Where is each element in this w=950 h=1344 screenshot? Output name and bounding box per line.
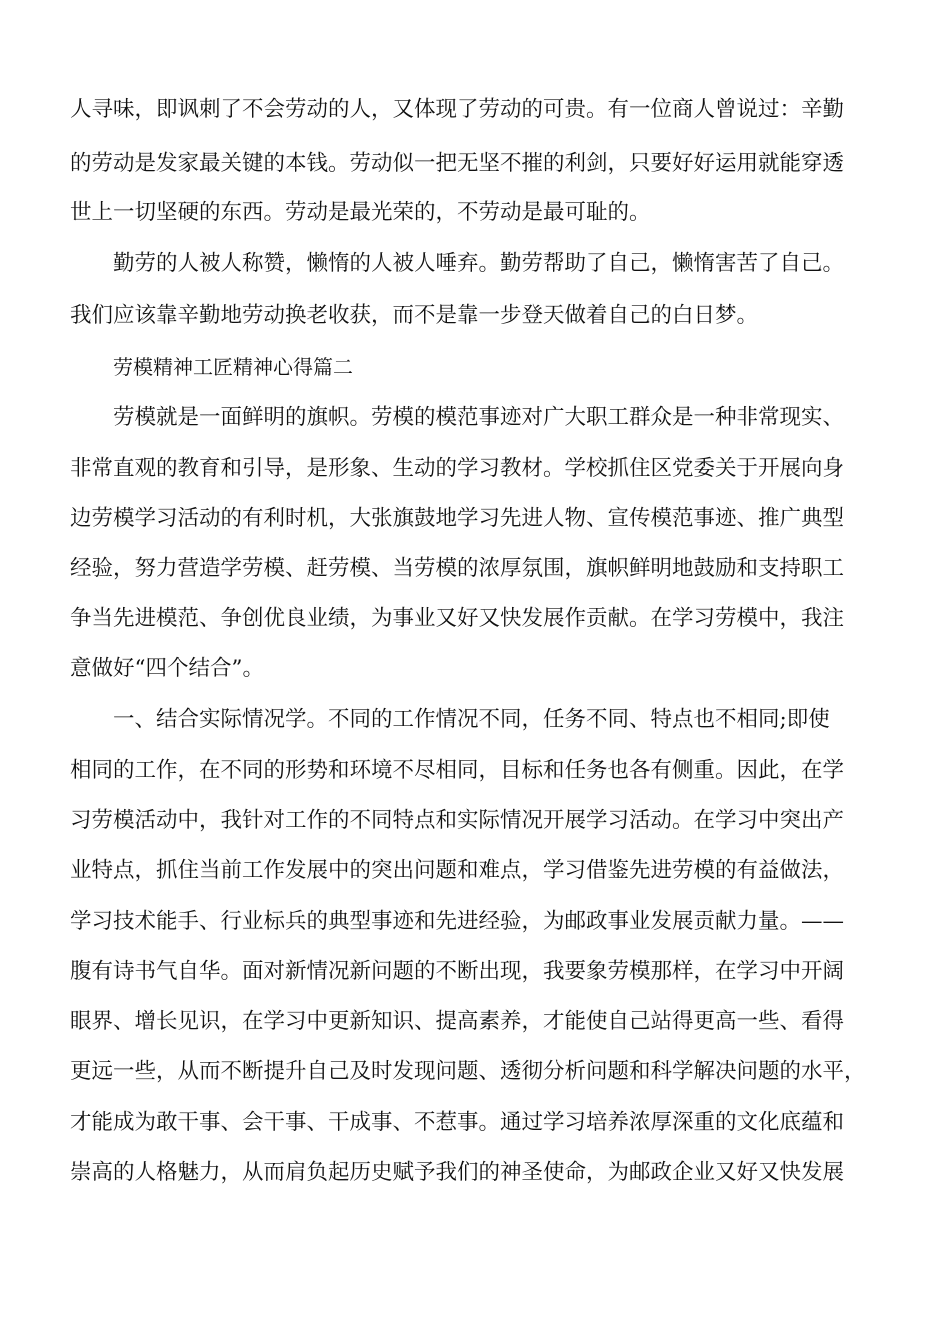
text-line: 的劳动是发家最关键的本钱。劳动似一把无坚不摧的利剑，只要好好运用就能穿透	[70, 151, 845, 176]
section-heading: 劳模精神工匠精神心得篇二	[113, 355, 353, 379]
text-line: 一、结合实际情况学。不同的工作情况不同，任务不同、特点也不相同;即使	[113, 707, 830, 732]
text-line: 勤劳的人被人称赞，懒惰的人被人唾弃。勤劳帮助了自己，懒惰害苦了自己。	[113, 251, 845, 276]
text-line: 经验，努力营造学劳模、赶劳模、当劳模的浓厚氛围，旗帜鲜明地鼓励和支持职工	[70, 556, 845, 581]
text-line: 习劳模活动中，我针对工作的不同特点和实际情况开展学习活动。在学习中突出产	[70, 808, 845, 833]
text-line: 学习技术能手、行业标兵的典型事迹和先进经验，为邮政事业发展贡献力量。——	[70, 909, 845, 934]
text-line: 崇高的人格魅力，从而肩负起历史赋予我们的神圣使命，为邮政企业又好又快发展	[70, 1160, 845, 1185]
text-line: 非常直观的教育和引导，是形象、生动的学习教材。学校抓住区党委关于开展向身	[70, 456, 845, 481]
text-line: 业特点，抓住当前工作发展中的突出问题和难点，学习借鉴先进劳模的有益做法，	[70, 858, 845, 883]
text-line: 相同的工作，在不同的形势和环境不尽相同，目标和任务也各有侧重。因此，在学	[70, 758, 845, 783]
text-line: 人寻味，即讽刺了不会劳动的人，又体现了劳动的可贵。有一位商人曾说过：辛勤	[70, 97, 845, 122]
text-line: 才能成为敢干事、会干事、干成事、不惹事。通过学习培养浓厚深重的文化底蕴和	[70, 1110, 845, 1135]
text-line: 边劳模学习活动的有利时机，大张旗鼓地学习先进人物、宣传模范事迹、推广典型	[70, 506, 845, 531]
text-line: 眼界、增长见识，在学习中更新知识、提高素养，才能使自己站得更高一些、看得	[70, 1009, 845, 1034]
text-line: 更远一些，从而不断提升自己及时发现问题、透彻分析问题和科学解决问题的水平，	[70, 1059, 866, 1084]
text-line: 争当先进模范、争创优良业绩，为事业又好又快发展作贡献。在学习劳模中，我注	[70, 606, 845, 631]
text-line: 意做好“四个结合”。	[70, 656, 264, 681]
text-line: 我们应该靠辛勤地劳动换老收获，而不是靠一步登天做着自己的白日梦。	[70, 303, 759, 328]
text-line: 劳模就是一面鲜明的旗帜。劳模的模范事迹对广大职工群众是一种非常现实、	[113, 405, 845, 430]
text-line: 腹有诗书气自华。面对新情况新问题的不断出现，我要象劳模那样，在学习中开阔	[70, 959, 845, 984]
text-line: 世上一切坚硬的东西。劳动是最光荣的，不劳动是最可耻的。	[70, 200, 651, 225]
